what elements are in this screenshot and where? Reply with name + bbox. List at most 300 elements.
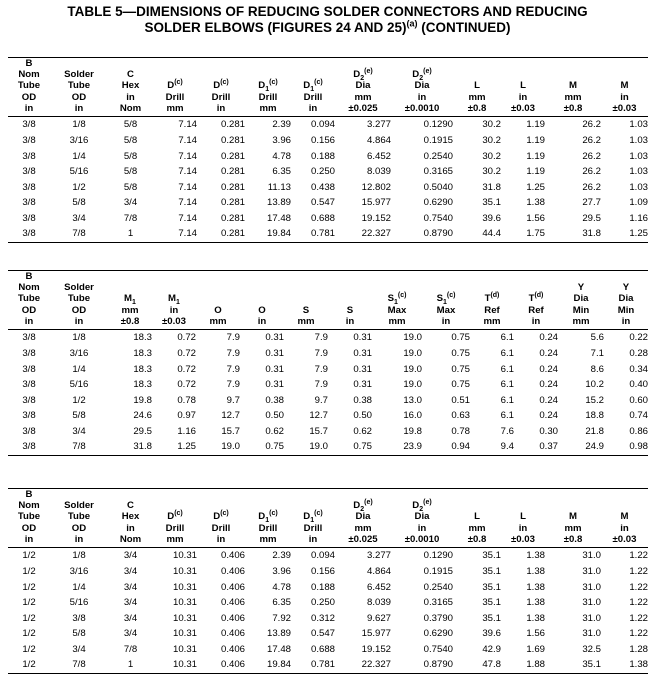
table-cell: 0.406 <box>197 657 245 673</box>
table-cell: 0.28 <box>629 347 648 359</box>
table-cell: 31.0 <box>582 597 601 609</box>
table-cell: 0.72 <box>177 379 196 391</box>
table-cell: 1 <box>108 226 153 242</box>
table-cell: 1.16 <box>629 212 648 224</box>
table-cell: 0.094 <box>310 550 335 562</box>
header-line: Dia <box>355 80 371 92</box>
table-cell: 0.3790 <box>423 612 453 624</box>
header-line: L <box>474 80 480 92</box>
header-line: ±0.03 <box>511 533 535 545</box>
table-cell: 0.72 <box>177 363 196 375</box>
table-cell: 0.281 <box>197 226 245 242</box>
table-cell: 0.281 <box>220 150 245 162</box>
table-cell: 0.78 <box>177 394 196 406</box>
table-cell: 3/8 <box>22 379 36 391</box>
table-cell: 0.1290 <box>423 119 453 131</box>
table-cell: 7.14 <box>178 181 197 193</box>
table-cell: 8.6 <box>590 363 604 375</box>
table-cell: 0.156 <box>310 134 335 146</box>
table-cell: 0.281 <box>220 181 245 193</box>
table-cell: 3.96 <box>272 565 291 577</box>
table-cell: 5/8 <box>72 197 86 209</box>
title-continued: (CONTINUED) <box>417 20 511 35</box>
table-cell: 6.1 <box>500 394 514 406</box>
header-line: L <box>520 511 526 523</box>
table-cell: 31.0 <box>582 550 601 562</box>
table-cell: 3/8 <box>8 226 50 242</box>
header-line: in <box>24 315 34 327</box>
table-cell: 16.0 <box>403 410 422 422</box>
header-line: C <box>127 69 134 81</box>
table-cell: 7.9 <box>226 379 240 391</box>
header-superscript: (c) <box>397 292 407 300</box>
column-header <box>453 58 501 117</box>
table-cell: 7.1 <box>590 347 604 359</box>
column-header <box>291 58 335 117</box>
table-cell: 1/8 <box>72 119 86 131</box>
table-1-header-row <box>8 58 648 117</box>
header-superscript: (c) <box>269 510 278 518</box>
table-cell: 0.188 <box>310 150 335 162</box>
table-cell: 1.38 <box>601 657 648 673</box>
table-cell: 10.2 <box>585 379 604 391</box>
table-cell: 1.22 <box>629 612 648 624</box>
table-cell: 30.2 <box>482 150 501 162</box>
table-3-header-row <box>8 489 648 548</box>
table-row <box>8 595 648 611</box>
table-cell: 3/4 <box>123 550 138 562</box>
header-line: B <box>25 489 33 500</box>
table-cell: 0.406 <box>220 628 245 640</box>
table-1-body <box>8 117 648 243</box>
header-symbol-letter: D <box>412 69 420 81</box>
table-cell: 15.7 <box>309 425 328 437</box>
header-superscript: (c) <box>314 510 323 518</box>
table-cell: 42.9 <box>482 643 501 655</box>
header-symbol-letter: M <box>168 293 177 305</box>
table-cell: 10.31 <box>153 657 197 673</box>
table-cell: 15.977 <box>361 628 391 640</box>
table-cell: 3/4 <box>123 597 138 609</box>
table-row <box>8 657 648 673</box>
header-line: ±0.8 <box>467 533 487 545</box>
column-header <box>8 271 50 330</box>
table-cell: 3/8 <box>22 166 36 178</box>
table-cell: 4.78 <box>272 581 291 593</box>
table-cell: 1.28 <box>629 643 648 655</box>
table-cell: 0.75 <box>451 332 470 344</box>
table-cell: 3/4 <box>72 643 86 655</box>
header-line: OD <box>21 522 37 534</box>
table-cell: 5/8 <box>123 119 138 131</box>
column-header <box>50 58 108 117</box>
table-cell: 26.2 <box>582 181 601 193</box>
table-cell: 12.7 <box>221 410 240 422</box>
header-symbol-letter: D <box>213 511 221 523</box>
header-line: ±0.025 <box>348 533 378 545</box>
table-cell: 35.1 <box>545 657 601 673</box>
table-cell: 10.31 <box>172 628 197 640</box>
table-cell: 2.39 <box>272 550 291 562</box>
header-symbol-letter: D <box>353 500 361 512</box>
column-header <box>50 489 108 548</box>
header-line: in <box>257 315 267 327</box>
table-cell: 35.1 <box>482 597 501 609</box>
header-line: mm <box>354 91 372 103</box>
header-line: ±0.025 <box>348 102 378 114</box>
header-line: Drill <box>211 522 231 534</box>
table-row <box>8 148 648 164</box>
header-line: Tube <box>67 511 91 523</box>
table-cell: 1/2 <box>22 550 36 562</box>
table-cell: 7/8 <box>50 439 108 455</box>
table-cell: 0.688 <box>310 643 335 655</box>
table-cell: 1.19 <box>526 150 545 162</box>
header-superscript: (c) <box>174 79 183 87</box>
table-cell: 1/4 <box>72 581 86 593</box>
header-line: in <box>345 315 355 327</box>
column-header <box>196 271 240 330</box>
header-line: mm <box>354 522 372 534</box>
table-cell: 3/8 <box>22 119 36 131</box>
table-cell: 0.38 <box>353 394 372 406</box>
table-cell: 0.74 <box>629 410 648 422</box>
header-subscript: 1 <box>310 517 315 525</box>
table-cell: 3/4 <box>72 212 86 224</box>
header-line: in <box>74 533 84 545</box>
header-line: mm <box>121 304 139 316</box>
header-line: in <box>620 522 629 534</box>
table-cell: 0.406 <box>220 550 245 562</box>
table-cell: 0.688 <box>310 212 335 224</box>
header-line: Nom <box>18 500 40 512</box>
header-superscript: (e) <box>364 68 373 76</box>
header-line: Nom <box>18 69 40 81</box>
table-cell: 0.406 <box>220 612 245 624</box>
table-cell: 1.19 <box>526 166 545 178</box>
table-cell: 19.0 <box>284 439 328 455</box>
table-cell: 0.24 <box>539 410 558 422</box>
table-cell: 0.24 <box>539 347 558 359</box>
table-cell: 0.72 <box>177 332 196 344</box>
header-subscript: 2 <box>360 75 365 83</box>
header-symbol <box>391 499 453 514</box>
header-subscript: 2 <box>419 75 424 83</box>
table-cell: 19.0 <box>403 332 422 344</box>
table-cell: 1.03 <box>629 181 648 193</box>
table-cell: 6.35 <box>272 166 291 178</box>
table-cell: 7/8 <box>123 643 138 655</box>
header-line: Y <box>622 282 630 294</box>
header-line: in <box>417 91 427 103</box>
header-line: in <box>417 522 427 534</box>
header-symbol <box>153 80 197 91</box>
table-cell: 0.24 <box>539 394 558 406</box>
column-header <box>108 271 152 330</box>
table-cell: 1.88 <box>501 657 545 673</box>
header-symbol-letter: D <box>303 80 311 92</box>
table-cell: 7.14 <box>178 150 197 162</box>
header-line: in <box>216 102 226 114</box>
header-line: Dia <box>573 293 589 305</box>
table-cell: 19.152 <box>361 212 391 224</box>
header-line: Tube <box>17 80 41 92</box>
header-line: mm <box>564 522 582 534</box>
table-cell: 7/8 <box>123 212 138 224</box>
header-subscript: 2 <box>360 506 365 514</box>
header-line: in <box>308 533 318 545</box>
table-cell: 30.2 <box>482 166 501 178</box>
table-cell: 19.84 <box>245 226 291 242</box>
header-symbol <box>422 292 470 307</box>
table-cell: 0.7540 <box>423 212 453 224</box>
column-header <box>391 489 453 548</box>
table-cell: 22.327 <box>335 226 391 242</box>
table-cell: 0.51 <box>451 394 470 406</box>
table-cell: 0.24 <box>539 379 558 391</box>
table-cell: 0.98 <box>604 439 648 455</box>
header-line: B <box>25 271 33 282</box>
header-line: O <box>258 304 266 316</box>
table-cell: 0.250 <box>310 166 335 178</box>
table-cell: 19.8 <box>133 394 152 406</box>
column-header <box>453 489 501 548</box>
header-line: mm <box>297 315 315 327</box>
table-cell: 19.84 <box>245 657 291 673</box>
table-cell: 7.14 <box>178 212 197 224</box>
table-cell: 3/4 <box>123 197 138 209</box>
table-cell: 1.22 <box>629 581 648 593</box>
table-cell: 18.3 <box>133 347 152 359</box>
table-cell: 0.78 <box>451 425 470 437</box>
table-cell: 1.38 <box>526 597 545 609</box>
table-cell: 1.22 <box>629 565 648 577</box>
column-header <box>391 58 453 117</box>
table-cell: 12.802 <box>361 181 391 193</box>
table-cell: 0.281 <box>220 212 245 224</box>
table-cell: 7/8 <box>50 657 108 673</box>
header-line: Drill <box>258 522 278 534</box>
table-cell: 1.56 <box>526 212 545 224</box>
column-header <box>335 58 391 117</box>
header-line: M <box>620 511 629 523</box>
header-line: mm <box>468 91 486 103</box>
table-cell: 0.281 <box>220 134 245 146</box>
table-cell: 2.39 <box>272 119 291 131</box>
table-cell: 0.31 <box>265 347 284 359</box>
header-line: Drill <box>303 91 323 103</box>
table-cell: 0.094 <box>310 119 335 131</box>
header-line: mm <box>259 533 277 545</box>
header-symbol <box>335 499 391 514</box>
table-cell: 47.8 <box>453 657 501 673</box>
table-cell: 18.3 <box>133 332 152 344</box>
header-symbol-letter: D <box>412 500 420 512</box>
table-cell: 10.31 <box>172 550 197 562</box>
table-cell: 12.7 <box>309 410 328 422</box>
header-line: in <box>308 102 318 114</box>
table-cell: 0.75 <box>240 439 284 455</box>
table-cell: 7.14 <box>178 197 197 209</box>
column-header <box>601 58 648 117</box>
table-cell: 9.7 <box>226 394 240 406</box>
table-cell: 1.69 <box>526 643 545 655</box>
table-cell: 32.5 <box>582 643 601 655</box>
table-cell: 35.1 <box>482 581 501 593</box>
table-cell: 6.1 <box>500 347 514 359</box>
table-cell: 3/8 <box>22 212 36 224</box>
header-symbol <box>514 293 558 304</box>
header-symbol <box>291 79 335 94</box>
header-line: in <box>441 315 451 327</box>
table-cell: 5/8 <box>72 410 86 422</box>
table-cell: 3.96 <box>272 134 291 146</box>
header-symbol-letter: M <box>124 293 133 305</box>
table-cell: 21.8 <box>585 425 604 437</box>
column-header <box>422 271 470 330</box>
table-cell: 4.864 <box>366 134 391 146</box>
table-cell: 3/16 <box>69 565 89 577</box>
table-cell: 0.62 <box>265 425 284 437</box>
header-superscript: (c) <box>314 79 323 87</box>
table-cell: 0.63 <box>451 410 470 422</box>
column-header <box>545 489 601 548</box>
table-cell: 3/4 <box>123 581 138 593</box>
header-line: Min <box>617 304 635 316</box>
table-cell: 0.1915 <box>423 565 453 577</box>
table-cell: 0.2540 <box>423 150 453 162</box>
header-line: in <box>518 522 528 534</box>
table-cell: 3/8 <box>72 612 86 624</box>
header-superscript: (d) <box>490 292 500 300</box>
table-cell: 1/2 <box>22 565 36 577</box>
column-header <box>601 489 648 548</box>
header-line: mm <box>259 102 277 114</box>
table-cell: 26.2 <box>582 134 601 146</box>
header-symbol <box>152 293 196 307</box>
table-cell: 24.9 <box>558 439 604 455</box>
table-cell: 5/8 <box>123 134 138 146</box>
table-cell: 8.039 <box>366 597 391 609</box>
table-cell: 1/8 <box>72 332 86 344</box>
table-cell: 7.14 <box>178 134 197 146</box>
table-cell: 10.31 <box>172 612 197 624</box>
table-cell: 18.8 <box>585 410 604 422</box>
table-row <box>8 377 648 393</box>
dimensions-table-3 <box>8 488 648 674</box>
header-symbol-letter: D <box>167 511 175 523</box>
title-line-2-text: SOLDER ELBOWS (FIGURES 24 AND 25) <box>144 20 407 35</box>
table-row <box>8 424 648 440</box>
header-line: Ref <box>484 304 500 316</box>
table-row <box>8 195 648 211</box>
table-cell: 3/4 <box>123 612 138 624</box>
header-line: in <box>518 91 528 103</box>
table-cell: 9.4 <box>470 439 514 455</box>
header-line: ±0.8 <box>467 102 487 114</box>
table-cell: 26.2 <box>582 150 601 162</box>
header-line: in <box>126 91 135 103</box>
table-cell: 3.277 <box>366 119 391 131</box>
table-cell: 10.31 <box>172 597 197 609</box>
table-2-header-row <box>8 271 648 330</box>
table-cell: 3/8 <box>22 197 36 209</box>
column-header <box>501 489 545 548</box>
header-symbol <box>335 68 391 83</box>
header-line: Max <box>436 304 456 316</box>
header-subscript: 1 <box>442 299 447 307</box>
table-cell: 9.627 <box>366 612 391 624</box>
table-cell: 0.3165 <box>423 597 453 609</box>
header-line: L <box>474 511 480 523</box>
table-cell: 19.0 <box>196 439 240 455</box>
column-header <box>152 271 196 330</box>
header-line: ±0.8 <box>563 102 583 114</box>
table-cell: 0.40 <box>629 379 648 391</box>
column-header <box>470 271 514 330</box>
header-line: ±0.03 <box>162 315 186 327</box>
table-row <box>8 164 648 180</box>
table-row <box>8 361 648 377</box>
table-cell: 6.1 <box>500 332 514 344</box>
table-cell: 19.0 <box>403 347 422 359</box>
table-row <box>8 392 648 408</box>
header-line: M <box>620 80 629 92</box>
header-line: Solder <box>64 500 94 512</box>
header-line: S <box>346 304 354 316</box>
header-line: Drill <box>211 91 231 103</box>
table-cell: 10.31 <box>172 643 197 655</box>
table-cell: 0.781 <box>291 226 335 242</box>
header-superscript: (e) <box>423 499 432 507</box>
table-cell: 7.9 <box>226 347 240 359</box>
table-cell: 30.2 <box>482 119 501 131</box>
table-cell: 0.24 <box>539 332 558 344</box>
table-cell: 0.406 <box>220 597 245 609</box>
table-cell: 1.38 <box>526 612 545 624</box>
table-cell: 7.9 <box>314 332 328 344</box>
table-cell: 0.406 <box>220 581 245 593</box>
header-line: M <box>569 80 577 92</box>
table-cell: 8.039 <box>366 166 391 178</box>
table-cell: 19.0 <box>403 363 422 375</box>
table-cell: 0.94 <box>422 439 470 455</box>
column-header <box>372 271 422 330</box>
table-cell: 19.152 <box>361 643 391 655</box>
header-symbol-letter: D <box>167 80 175 92</box>
table-cell: 22.327 <box>335 657 391 673</box>
column-header <box>108 489 153 548</box>
header-line: Tube <box>67 80 91 92</box>
table-cell: 1.38 <box>526 550 545 562</box>
table-cell: 24.6 <box>133 410 152 422</box>
header-line: OD <box>21 91 37 103</box>
table-cell: 0.31 <box>353 332 372 344</box>
table-cell: 15.7 <box>221 425 240 437</box>
column-header <box>558 271 604 330</box>
table-cell: 26.2 <box>582 166 601 178</box>
table-cell: 0.156 <box>310 565 335 577</box>
header-line: Hex <box>121 80 140 92</box>
table-cell: 35.1 <box>482 565 501 577</box>
header-line: ±0.8 <box>120 315 140 327</box>
table-cell: 5/16 <box>69 166 89 178</box>
header-line: in <box>24 533 34 545</box>
table-cell: 0.2540 <box>423 581 453 593</box>
table-cell: 0.50 <box>353 410 372 422</box>
column-header <box>501 58 545 117</box>
table-cell: 0.50 <box>265 410 284 422</box>
